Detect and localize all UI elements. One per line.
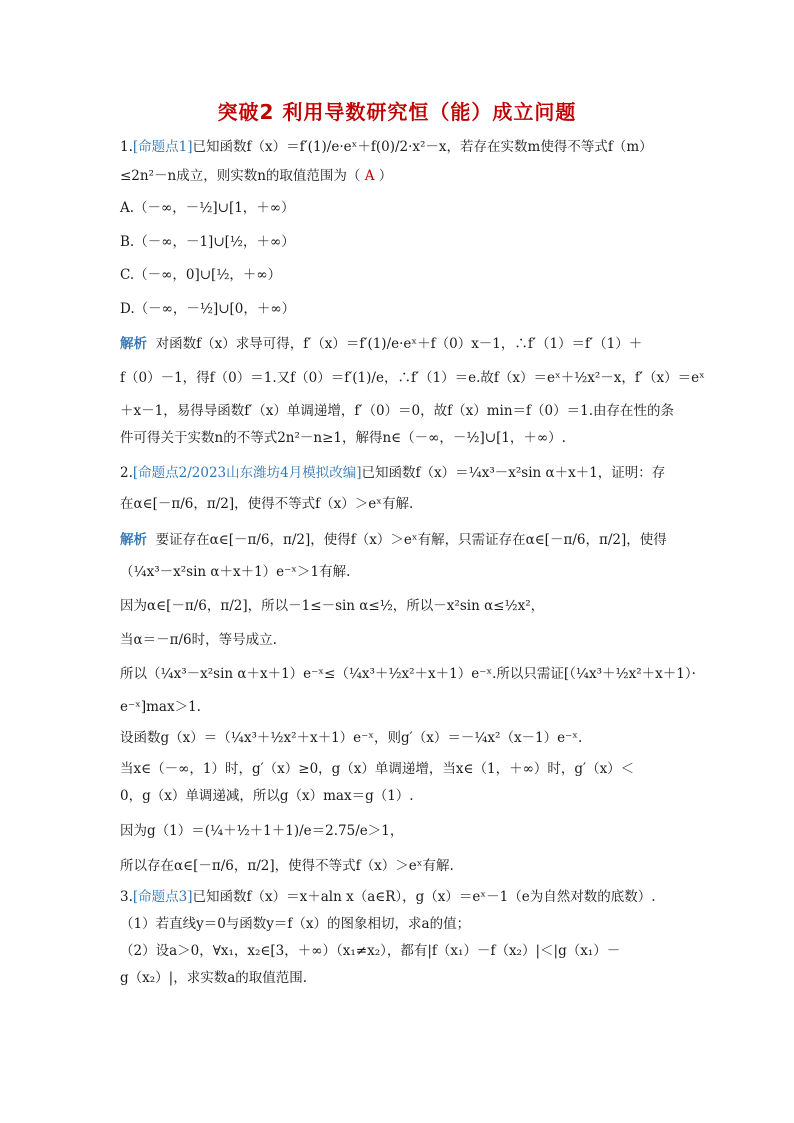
q2-stem-line-2: 在α∈[－π/6，π/2]，使得不等式f（x）＞eˣ有解.: [120, 496, 414, 512]
q2-solution-line-4: 当α＝－π/6时，等号成立.: [120, 632, 277, 648]
q1-number: 1.: [120, 139, 133, 155]
q2-solution-line-11: 所以存在α∈[－π/6，π/2]，使得不等式f（x）＞eˣ有解.: [120, 858, 454, 874]
q1-solution-line-2: f（0）－1，得f（0）＝1.又f（0）＝f′(1)/e，∴f′（1）＝e.故f（x）＝eˣ＋½x²－x，f′（x）＝eˣ: [120, 370, 705, 386]
q1-answer: A: [364, 168, 375, 184]
q2-solution-line-6: e⁻ˣ]max＞1.: [120, 699, 201, 715]
q1-solution-line-4: 件可得关于实数n的不等式2n²－n≥1，解得n∈（－∞，－½]∪[1，＋∞）.: [120, 430, 566, 446]
q2-solution-text-1: 要证存在α∈[－π/6，π/2]，使得f（x）＞eˣ有解，只需证存在α∈[－π/6，π/2]，使得: [155, 532, 667, 548]
q3-part-2-line-1: （2）设a＞0，∀x₁，x₂∈[3，＋∞）（x₁≠x₂），都有|f（x₁）－f（x₂）|＜|g（x₁）－: [120, 943, 621, 959]
q1-solution-text-1: 对函数f（x）求导可得，f′（x）＝f′(1)/e·eˣ＋f（0）x－1，∴f′（1）＝f′（1）＋: [155, 336, 643, 352]
q2-stem-text-1: 已知函数f（x）＝¼x³－x²sin α＋x＋1，证明：存: [361, 465, 666, 481]
q1-solution-line-1: [120, 334, 680, 354]
q3-number: 3.: [120, 889, 133, 905]
q1-solution-line-3: ＋x－1，易得导函数f′（x）单调递增，f′（0）＝0，故f（x）min＝f（0）＝1.由存在性的条: [120, 403, 675, 419]
q1-tag: [命题点1]: [132, 139, 193, 155]
q2-solution-line-1: [120, 530, 680, 550]
q2-stem-line-1: [120, 463, 680, 483]
q2-number: 2.: [120, 465, 133, 481]
q3-stem-line: [120, 887, 680, 907]
q3-stem-text: 已知函数f（x）＝x＋aln x（a∈R），g（x）＝eˣ－1（e为自然对数的底数）.: [192, 889, 656, 905]
q2-solution-line-2: （¼x³－x²sin α＋x＋1）e⁻ˣ＞1有解.: [120, 564, 351, 580]
q1-solution-label: 解析: [120, 336, 147, 352]
q3-tag: [命题点3]: [132, 889, 193, 905]
q1-option-d: D.（－∞，－½]∪[0，＋∞）: [120, 301, 296, 317]
q1-stem-text-2b: ）: [374, 168, 393, 184]
page-title: 突破2 利用导数研究恒（能）成立问题: [217, 100, 577, 124]
q2-tag: [命题点2/2023山东潍坊4月模拟改编]: [132, 465, 362, 481]
q2-solution-line-8: 当x∈（－∞，1）时，g′（x）≥0，g（x）单调递增，当x∈（1，＋∞）时，g′（x）＜: [120, 761, 635, 777]
q1-option-c: C.（－∞，0]∪[½，＋∞）: [120, 267, 282, 283]
q2-solution-line-3: 因为α∈[－π/6，π/2]，所以－1≤－sin α≤½，所以－x²sin α≤½x²，: [120, 598, 545, 614]
q2-solution-label: 解析: [120, 532, 147, 548]
q1-option-b: B.（－∞，－1]∪[½，＋∞）: [120, 234, 295, 250]
q1-stem-line-1: [120, 137, 680, 157]
q1-stem-text-2a: ≤2n²－n成立，则实数n的取值范围为（: [120, 168, 365, 184]
q1-stem-line-2: [120, 166, 680, 186]
q2-solution-line-7: 设函数g（x）＝（¼x³＋½x²＋x＋1）e⁻ˣ，则g′（x）＝－¼x²（x－1）e⁻ˣ.: [120, 730, 583, 746]
q1-option-a: A.（－∞，－½]∪[1，＋∞）: [120, 200, 295, 216]
q3-part-2-line-2: g（x₂）|，求实数a的取值范围.: [120, 970, 308, 986]
q2-solution-line-10: 因为g（1）＝(¼＋½＋1＋1)/e＝2.75/e＞1，: [120, 823, 404, 839]
q3-part-1: （1）若直线y＝0与函数y＝f（x）的图象相切，求a的值；: [120, 916, 471, 932]
q2-solution-line-9: 0，g（x）单调递减，所以g（x）max＝g（1）.: [120, 788, 414, 804]
q2-solution-line-5: 所以（¼x³－x²sin α＋x＋1）e⁻ˣ≤（¼x³＋½x²＋x＋1）e⁻ˣ.所以只需证[（¼x³＋½x²＋x＋1）·: [120, 666, 696, 682]
q1-stem-text-1: 已知函数f（x）＝f′(1)/e·eˣ＋f(0)/2·x²－x，若存在实数m使得不等式f（m）: [192, 139, 653, 155]
